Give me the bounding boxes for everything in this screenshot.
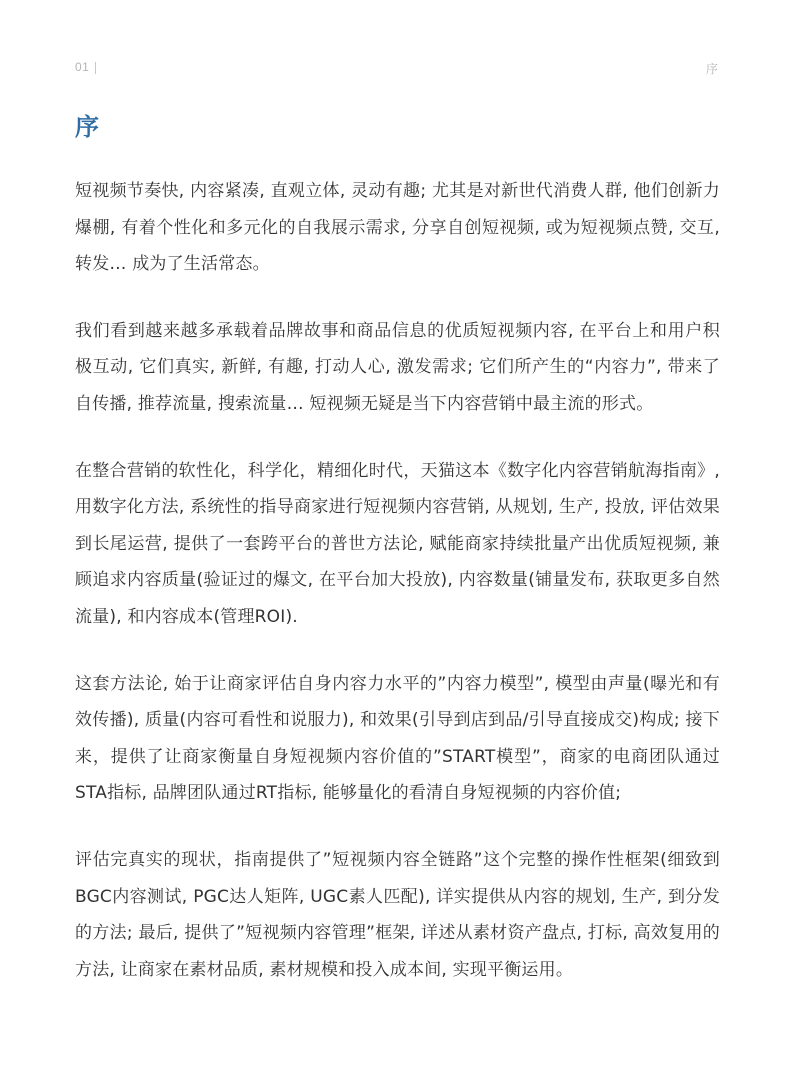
paragraph-4: 这套方法论, 始于让商家评估自身内容力水平的”内容力模型”, 模型由声量(曝光和有效传播), 质量(内容可看性和说服力), 和效果(引导到店到品/引导直接成交)构成; 接下来，提供了让商家衡量自身短视频内容价值的”START模型”，商家的电商团队通过STA指标, 品牌团队通过RT指标, 能够量化的看清自身短视频的内容价值;	[75, 673, 720, 804]
page-header	[75, 60, 718, 80]
paragraph-5: 评估完真实的现状，指南提供了”短视频内容全链路”这个完整的操作性框架(细致到BGC内容测试, PGC达人矩阵, UGC素人匹配), 详实提供从内容的规划, 生产, 到分发的方法; 最后, 提供了”短视频内容管理”框架, 详述从素材资产盘点, 打标, 高效复用的方法, 让商家在素材品质, 素材规模和投入成本间, 实现平衡运用。	[75, 849, 720, 980]
paragraph-2: 我们看到越来越多承载着品牌故事和商品信息的优质短视频内容, 在平台上和用户积极互动, 它们真实, 新鲜, 有趣, 打动人心, 激发需求; 它们所产生的“内容力”, 带来了自传播, 推荐流量, 搜索流量… 短视频无疑是当下内容营销中最主流的形式。	[75, 320, 720, 414]
page-number-divider	[95, 62, 96, 74]
page-title: 序	[75, 113, 99, 141]
paragraph-1: 短视频节奏快, 内容紧凑, 直观立体, 灵动有趣; 尤其是对新世代消费人群, 他们创新力爆棚, 有着个性化和多元化的自我展示需求, 分享自创短视频, 或为短视频点赞, 交互, 转发… 成为了生活常态。	[75, 181, 720, 275]
paragraph-3: 在整合营销的软性化，科学化，精细化时代，天猫这本《数字化内容营销航海指南》, 用数字化方法, 系统性的指导商家进行短视频内容营销, 从规划, 生产, 投放, 评估效果到长尾运营, 提供了一套跨平台的普世方法论, 赋能商家持续批量产出优质短视频, 兼顾追求内容质量(验证过的爆文, 在平台加大投放), 内容数量(铺量发布, 获取更多自然流量), 和内容成本(管理ROI).	[75, 460, 720, 627]
page-number: 01	[75, 60, 90, 74]
body-content	[75, 173, 720, 1018]
header-section-title: 序	[705, 62, 718, 76]
